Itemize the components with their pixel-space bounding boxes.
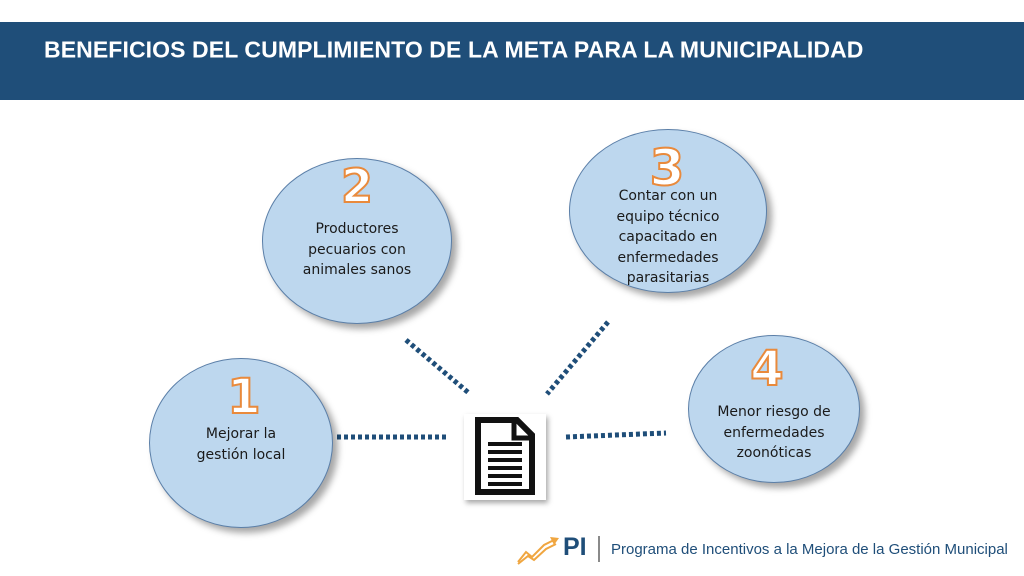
benefit-label-4: Menor riesgo de enfermedades zoonóticas bbox=[717, 404, 831, 461]
benefit-label-3: Contar con un equipo técnico capacitado en enfermedades parasitarias bbox=[616, 188, 720, 286]
growth-arrow-icon bbox=[516, 536, 562, 566]
footer-divider bbox=[598, 536, 600, 562]
program-logo: PI bbox=[563, 533, 587, 561]
connector-4 bbox=[566, 433, 666, 437]
document-icon bbox=[464, 414, 546, 500]
connector-2 bbox=[406, 340, 470, 394]
benefit-number-4: 4 bbox=[750, 341, 784, 397]
benefit-number-1: 1 bbox=[227, 369, 261, 425]
benefit-number-3: 3 bbox=[649, 139, 685, 197]
program-name: Programa de Incentivos a la Mejora de la Gestión Municipal bbox=[611, 541, 1008, 558]
benefit-label-2: Productores pecuarios con animales sanos bbox=[302, 221, 412, 278]
connector-3 bbox=[547, 322, 608, 394]
page-title: BENEFICIOS DEL CUMPLIMIENTO DE LA META PARA LA MUNICIPALIDAD bbox=[44, 36, 864, 63]
benefit-label-1: Mejorar la gestión local bbox=[196, 426, 286, 463]
benefit-number-2: 2 bbox=[340, 159, 373, 213]
